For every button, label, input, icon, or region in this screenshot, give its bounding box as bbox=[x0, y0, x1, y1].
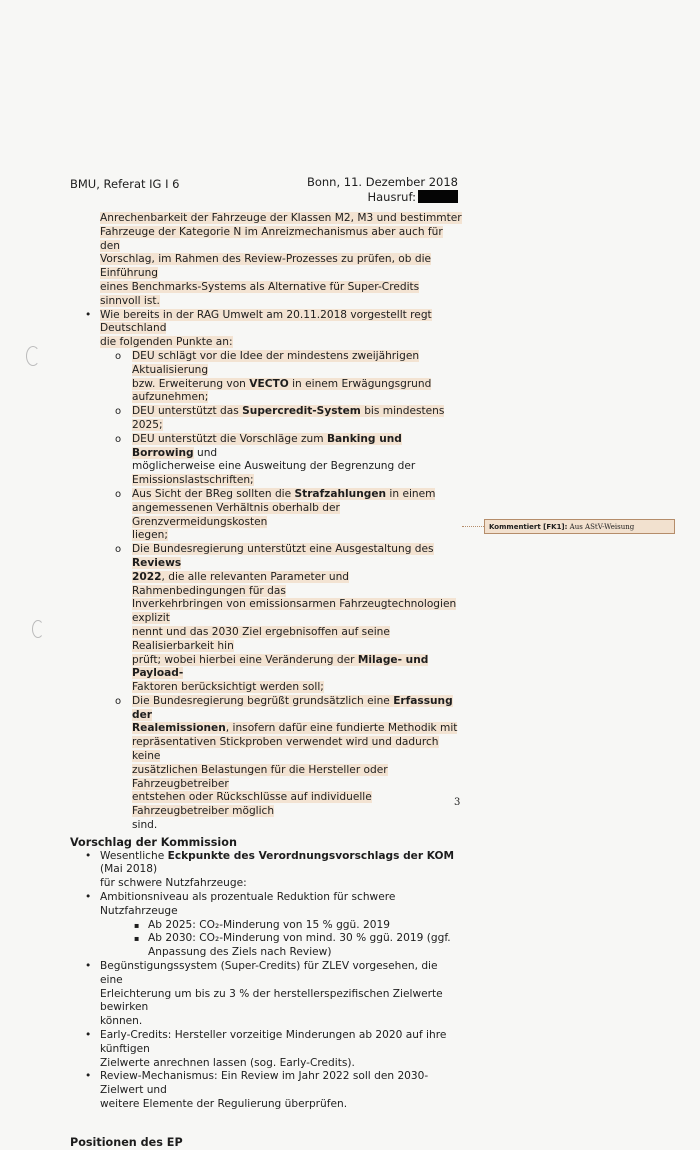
list-item bbox=[70, 960, 462, 1029]
text-line: Zielwerte anrechnen lassen (sog. Early-Credits). bbox=[100, 1056, 355, 1069]
text-line: die folgenden Punkte an: bbox=[100, 336, 233, 349]
bold-term: VECTO bbox=[249, 377, 289, 390]
text-line: Die Bundesregierung unterstützt eine Ausgestaltung des bbox=[132, 543, 434, 556]
text-line: Fahrzeuge der Kategorie N im Anreizmechanismus aber auch für den bbox=[100, 225, 443, 252]
text-line: Wesentliche bbox=[100, 849, 168, 862]
sub-list-item bbox=[70, 488, 462, 543]
punch-hole-mark bbox=[26, 346, 40, 366]
text-line: Vorschlag, im Rahmen des Review-Prozesses zu prüfen, ob die Einführung bbox=[100, 253, 432, 280]
text-line: Early-Credits: Hersteller vorzeitige Minderungen ab 2020 auf ihre künftigen bbox=[100, 1029, 447, 1055]
text-line: Ambitionsniveau als prozentuale Reduktion für schwere Nutzfahrzeuge bbox=[100, 891, 396, 917]
text-line: in einem bbox=[386, 487, 436, 500]
list-item bbox=[70, 1070, 462, 1111]
text-line: DEU unterstützt das bbox=[132, 405, 243, 418]
list-item bbox=[70, 309, 462, 350]
phone-label: Hausruf: bbox=[367, 190, 416, 204]
text-line: repräsentativen Stickproben verwendet wird und dadurch keine bbox=[132, 736, 439, 763]
text-line: Faktoren bbox=[132, 681, 178, 694]
text-line: Aus Sicht der BReg sollten die bbox=[132, 487, 295, 500]
bold-term: Realemissionen bbox=[132, 722, 226, 735]
date-line: Bonn, 11. Dezember 2018 bbox=[306, 175, 458, 189]
text-line: Emissionslastschriften; bbox=[132, 474, 254, 487]
text-line: nennt und das 2030 Ziel ergebnisoffen auf seine Realisierbarkeit hin bbox=[132, 625, 390, 652]
phone-line bbox=[307, 190, 458, 205]
bold-term: Reviews bbox=[132, 556, 182, 569]
bold-term: Supercredit-System bbox=[242, 405, 361, 418]
text-line: in einem Erwägungsgrund aufzunehmen; bbox=[132, 377, 432, 404]
text-line: DEU schlägt vor die Idee der mindestens zweijährigen Aktualisierung bbox=[132, 349, 420, 376]
paragraph-continuation bbox=[70, 212, 462, 309]
text-line: weitere Elemente der Regulierung überprüfen. bbox=[100, 1098, 348, 1110]
bold-term: Strafzahlungen bbox=[294, 487, 387, 500]
bold-term: Eckpunkte des Verordnungsvorschlags der KOM bbox=[167, 849, 455, 862]
text-line: Begünstigungssystem (Super-Credits) für ZLEV vorgesehen, die eine bbox=[100, 960, 438, 986]
text-line: eines Benchmarks-Systems als Alternative für Super-Credits sinnvoll ist. bbox=[100, 280, 420, 307]
text-line: prüft; wobei hierbei eine Veränderung der bbox=[132, 653, 358, 666]
text-line: Die Bundesregierung begrüßt grundsätzlich eine bbox=[132, 694, 394, 707]
text-line: bis mindestens 2025; bbox=[132, 405, 445, 431]
list-item bbox=[70, 850, 462, 891]
punch-hole-mark bbox=[32, 620, 44, 638]
sub-list-item bbox=[70, 932, 462, 960]
text-line: Ab 2030: CO₂-Minderung von mind. 30 % ggü. 2019 (ggf. bbox=[148, 932, 451, 945]
text-line: sind. bbox=[132, 819, 158, 832]
text-line: Wie bereits in der RAG Umwelt am 20.11.2018 vorgestellt regt Deutschland bbox=[100, 308, 432, 335]
comment-balloon[interactable] bbox=[484, 519, 675, 534]
text-line: Erleichterung um bis zu 3 % der herstellerspezifischen Zielwerte bewirken bbox=[100, 987, 443, 1014]
redaction-box bbox=[418, 190, 458, 203]
text-line: bzw. Erweiterung von bbox=[132, 377, 250, 390]
sub-list-item bbox=[70, 433, 462, 488]
text-line: DEU unterstützt die Vorschläge zum bbox=[132, 432, 327, 445]
text-line: möglicherweise eine Ausweitung der Begrenzung der bbox=[132, 460, 416, 473]
body-text bbox=[70, 212, 462, 1150]
text-line: , die alle relevanten Parameter und Rahmenbedingungen für das bbox=[132, 570, 350, 597]
text-line: können. bbox=[100, 1015, 143, 1028]
text-line: liegen; bbox=[132, 529, 168, 542]
text-line: entstehen oder Rückschlüsse auf individuelle Fahrzeugbetreiber möglich bbox=[132, 791, 372, 818]
section-heading: Positionen des EP bbox=[70, 1135, 183, 1149]
sender-reference: BMU, Referat IG I 6 bbox=[70, 177, 180, 191]
sub-list-item bbox=[70, 405, 462, 433]
text-line: für schwere Nutzfahrzeuge: bbox=[100, 877, 247, 890]
text-line: , insofern dafür eine fundierte Methodik mit bbox=[225, 722, 458, 735]
comment-label: Kommentiert [FK1]: bbox=[489, 523, 568, 531]
text-line: (Mai 2018) bbox=[100, 863, 158, 876]
text-line: Ab 2025: CO₂-Minderung von 15 % ggü. 2019 bbox=[148, 918, 390, 931]
bold-term: Milage- und Payload- bbox=[132, 653, 429, 680]
bold-term: Erfassung der bbox=[132, 694, 453, 721]
sub-list-item bbox=[70, 695, 462, 833]
text-line: Anrechenbarkeit der Fahrzeuge der Klassen M2, M3 und bestimmter bbox=[100, 212, 462, 224]
bold-term: Banking und Borrowing bbox=[132, 432, 402, 459]
sub-list-item bbox=[70, 543, 462, 695]
section-heading: Vorschlag der Kommission bbox=[70, 835, 237, 849]
text-line: angemessenen Verhältnis oberhalb der Grenzvermeidungskosten bbox=[132, 501, 340, 528]
comment-connector bbox=[462, 526, 484, 527]
list-item bbox=[70, 891, 462, 919]
date-block bbox=[307, 175, 458, 205]
text-line: berücksichtigt werden soll; bbox=[177, 681, 324, 694]
text-line: Anpassung des Ziels nach Review) bbox=[148, 946, 332, 959]
sub-list-item bbox=[70, 919, 462, 933]
text-line: und bbox=[193, 446, 218, 459]
sub-list-item bbox=[70, 350, 462, 405]
list-item bbox=[70, 1029, 462, 1070]
text-line: Inverkehrbringen von emissionsarmen Fahrzeugtechnologien explizit bbox=[132, 598, 457, 625]
page-number: 3 bbox=[454, 797, 461, 808]
text-line: zusätzlichen Belastungen für die Hersteller oder Fahrzeugbetreiber bbox=[132, 763, 388, 790]
bold-term: 2022 bbox=[132, 570, 162, 583]
text-line: Review-Mechanismus: Ein Review im Jahr 2022 soll den 2030-Zielwert und bbox=[100, 1070, 429, 1097]
comment-text: Aus AStV-Weisung bbox=[567, 523, 635, 531]
